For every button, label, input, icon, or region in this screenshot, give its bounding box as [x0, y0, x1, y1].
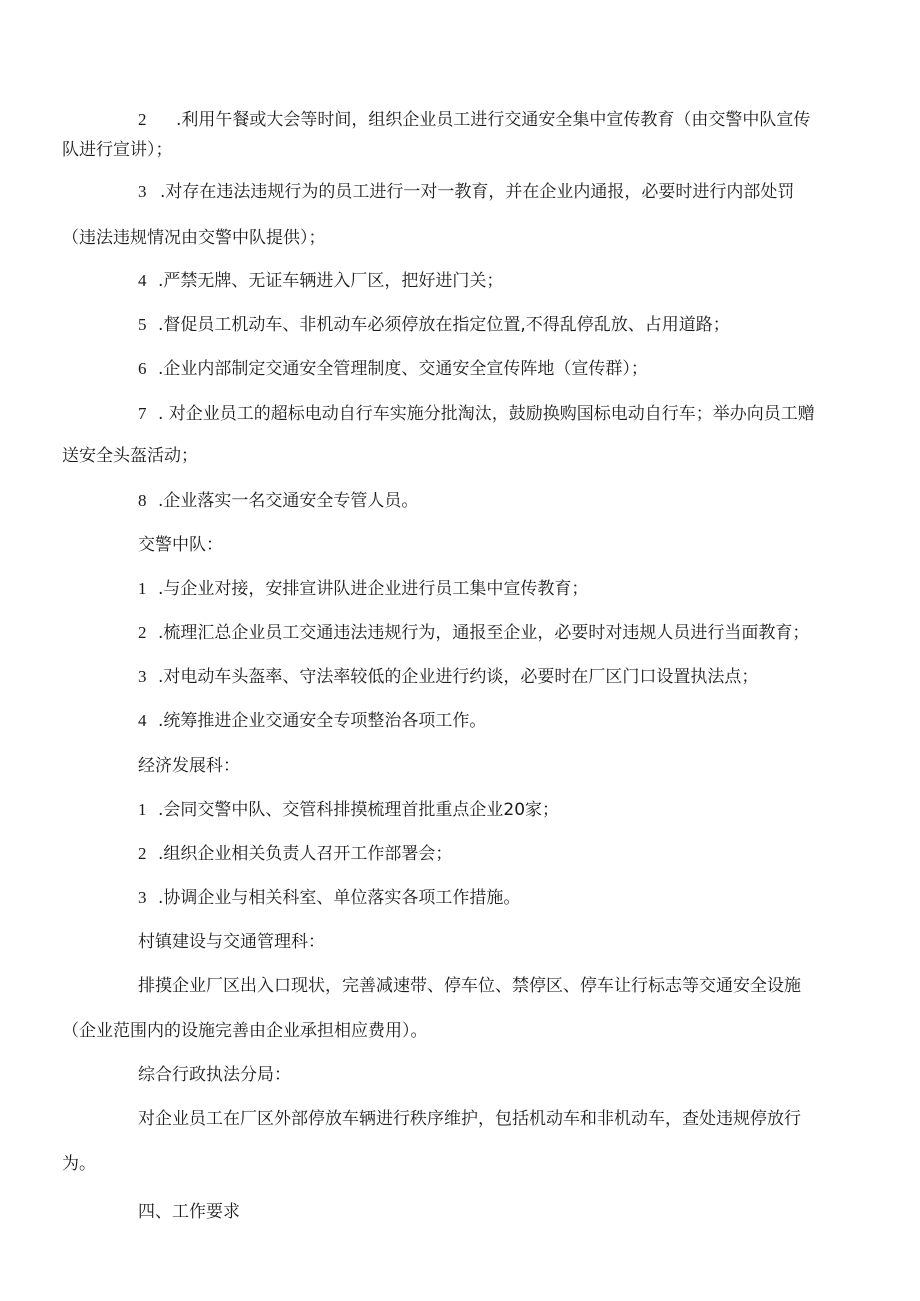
item-number: 2 [138, 623, 147, 642]
item-text: 对企业员工在厂区外部停放车辆进行秩序维护，包括机动车和非机动车，查处违规停放行 [138, 1109, 801, 1129]
paragraph-line [138, 1107, 801, 1131]
paragraph-line [138, 974, 801, 998]
section-heading [138, 1200, 240, 1224]
heading-text: 经济发展科： [138, 756, 240, 776]
item-number: 2 [138, 844, 147, 863]
item-number: 4 [138, 271, 147, 290]
section-heading [138, 1063, 291, 1087]
item-number: 5 [138, 315, 147, 334]
item-number: 6 [138, 359, 147, 378]
item-text: .会同交警中队、交管科排摸梳理首批重点企业20家； [158, 800, 560, 820]
item-text: . 对企业员工的超标电动自行车实施分批淘汰，鼓励换购国标电动自行车；举办向员工赠 [158, 404, 815, 424]
item-text: .对电动车头盔率、守法率较低的企业进行约谈，必要时在厂区门口设置执法点； [158, 667, 759, 687]
item-text: .督促员工机动车、非机动车必须停放在指定位置,不得乱停乱放、占用道路； [158, 315, 730, 335]
paragraph-line [138, 886, 520, 910]
paragraph-line [138, 621, 809, 645]
paragraph-line [138, 798, 559, 822]
item-number: 3 [138, 182, 147, 201]
item-number: 2 [138, 110, 147, 129]
item-number: 8 [138, 491, 147, 510]
paragraph-line [138, 402, 815, 426]
paragraph-line [138, 108, 810, 132]
item-text: 为。 [62, 1154, 96, 1174]
paragraph-line [62, 444, 198, 468]
item-text: （企业范围内的设施完善由企业承担相应费用）。 [62, 1021, 428, 1041]
paragraph-line [138, 269, 503, 293]
item-number: 3 [138, 667, 147, 686]
section-heading [138, 754, 240, 778]
heading-text: 综合行政执法分局： [138, 1065, 291, 1085]
paragraph-line [138, 489, 418, 513]
item-text: 送安全头盔活动； [62, 446, 198, 466]
paragraph-line [62, 1019, 428, 1043]
item-number: 1 [138, 800, 147, 819]
item-number: 4 [138, 711, 147, 730]
item-text: 队进行宣讲）； [62, 140, 173, 160]
item-text: .统筹推进企业交通安全专项整治各项工作。 [158, 711, 487, 731]
section-heading [138, 930, 325, 954]
paragraph-line [62, 226, 326, 250]
item-text: .协调企业与相关科室、单位落实各项工作措施。 [158, 888, 521, 908]
item-text: .利用午餐或大会等时间，组织企业员工进行交通安全集中宣传教育（由交警中队宣传 [176, 110, 811, 130]
heading-text: 四、工作要求 [138, 1202, 240, 1222]
paragraph-line [138, 180, 794, 204]
item-number: 3 [138, 888, 147, 907]
paragraph-line [138, 313, 730, 337]
item-text: .与企业对接，安排宣讲队进企业进行员工集中宣传教育； [158, 579, 589, 599]
paragraph-line [138, 842, 452, 866]
item-number: 1 [138, 579, 147, 598]
paragraph-line [138, 357, 648, 381]
item-text: .梳理汇总企业员工交通违法违规行为，通报至企业，必要时对违规人员进行当面教育； [158, 623, 810, 643]
heading-text: 交警中队： [138, 535, 223, 555]
item-number: 7 [138, 404, 147, 423]
paragraph-line [138, 709, 486, 733]
item-text: 排摸企业厂区出入口现状，完善减速带、停车位、禁停区、停车让行标志等交通安全设施 [138, 976, 801, 996]
paragraph-line [62, 138, 173, 162]
item-text: .组织企业相关负责人召开工作部署会； [158, 844, 453, 864]
item-text: （违法违规情况由交警中队提供）； [62, 228, 326, 248]
item-text: .严禁无牌、无证车辆进入厂区，把好进门关； [158, 271, 504, 291]
section-heading [138, 533, 223, 557]
paragraph-line [62, 1152, 96, 1176]
item-text: .企业内部制定交通安全管理制度、交通安全宣传阵地（宣传群）； [158, 359, 648, 379]
heading-text: 村镇建设与交通管理科： [138, 932, 325, 952]
item-text: .企业落实一名交通安全专管人员。 [158, 491, 419, 511]
item-text: .对存在违法违规行为的员工进行一对一教育，并在企业内通报，必要时进行内部处罚 [160, 182, 795, 202]
paragraph-line [138, 577, 588, 601]
paragraph-line [138, 665, 758, 689]
